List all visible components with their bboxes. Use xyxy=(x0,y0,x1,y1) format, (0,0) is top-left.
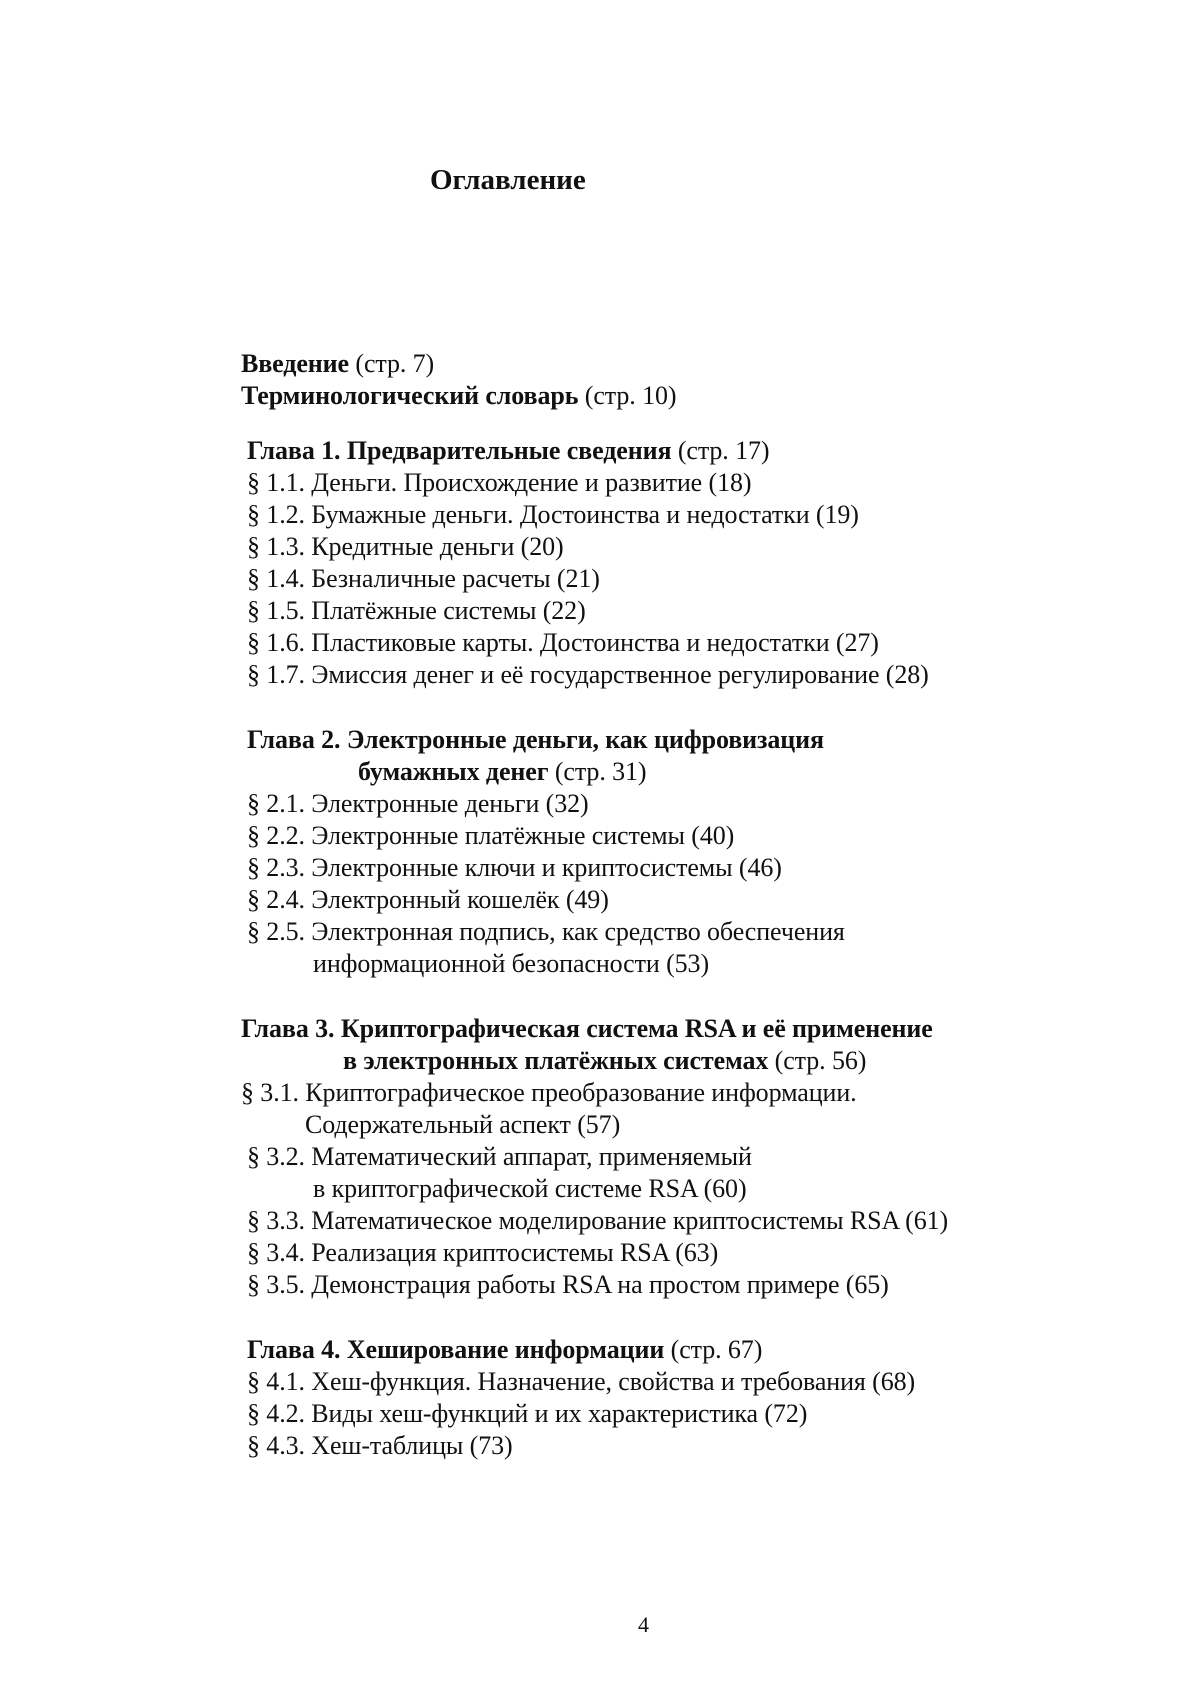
section-entry-continued: в криптографической системе RSA (60) xyxy=(313,1174,747,1203)
page-title: Оглавление xyxy=(430,164,586,196)
section-entry: § 2.2. Электронные платёжные системы (40) xyxy=(247,821,735,850)
entry-page: (стр. 7) xyxy=(348,349,435,378)
chapter-2-heading-continued xyxy=(358,757,647,787)
chapter-page: (стр. 67) xyxy=(664,1335,763,1364)
chapter-page: (стр. 17) xyxy=(671,436,770,465)
toc-entry-introduction xyxy=(241,349,434,379)
section-entry-continued: Содержательный аспект (57) xyxy=(305,1110,621,1139)
section-entry: § 2.3. Электронные ключи и криптосистемы (46) xyxy=(247,853,782,882)
section-entry-continued: информационной безопасности (53) xyxy=(313,949,710,978)
section-entry: § 3.5. Демонстрация работы RSA на простом примере (65) xyxy=(247,1270,889,1299)
section-entry: § 4.2. Виды хеш-функций и их характеристика (72) xyxy=(247,1399,808,1428)
section-entry: § 3.2. Математический аппарат, применяемый xyxy=(247,1142,752,1171)
section-entry: § 3.1. Криптографическое преобразование информации. xyxy=(241,1078,857,1107)
chapter-title: Глава 1. Предварительные сведения xyxy=(247,436,672,465)
chapter-title: бумажных денег xyxy=(358,757,549,786)
section-entry: § 3.4. Реализация криптосистемы RSA (63) xyxy=(247,1238,719,1267)
page-number: 4 xyxy=(638,1612,649,1637)
entry-title: Терминологический словарь xyxy=(241,381,579,410)
entry-title: Введение xyxy=(241,349,349,378)
section-entry: § 1.7. Эмиссия денег и её государственное регулирование (28) xyxy=(247,660,929,689)
chapter-title: Глава 4. Хеширование информации xyxy=(247,1335,665,1364)
section-entry: § 4.1. Хеш-функция. Назначение, свойства и требования (68) xyxy=(247,1367,916,1396)
chapter-3-heading: Глава 3. Криптографическая система RSA и её применение xyxy=(241,1014,933,1043)
chapter-3-heading-continued xyxy=(343,1046,866,1076)
section-entry: § 4.3. Хеш-таблицы (73) xyxy=(247,1431,513,1460)
chapter-4-heading xyxy=(247,1335,762,1365)
section-entry: § 3.3. Математическое моделирование криптосистемы RSA (61) xyxy=(247,1206,949,1235)
chapter-title: в электронных платёжных системах xyxy=(343,1046,769,1075)
chapter-1-heading xyxy=(247,436,769,466)
entry-page: (стр. 10) xyxy=(578,381,677,410)
section-entry: § 2.1. Электронные деньги (32) xyxy=(247,789,589,818)
toc-entry-glossary xyxy=(241,381,676,411)
section-entry: § 1.3. Кредитные деньги (20) xyxy=(247,532,564,561)
section-entry: § 1.1. Деньги. Происхождение и развитие (18) xyxy=(247,468,752,497)
chapter-page: (стр. 31) xyxy=(548,757,647,786)
section-entry: § 2.5. Электронная подпись, как средство обеспечения xyxy=(247,917,845,946)
chapter-2-heading: Глава 2. Электронные деньги, как цифровизация xyxy=(247,725,825,754)
section-entry: § 1.2. Бумажные деньги. Достоинства и недостатки (19) xyxy=(247,500,859,529)
chapter-page: (стр. 56) xyxy=(768,1046,867,1075)
section-entry: § 1.6. Пластиковые карты. Достоинства и недостатки (27) xyxy=(247,628,879,657)
section-entry: § 2.4. Электронный кошелёк (49) xyxy=(247,885,609,914)
section-entry: § 1.5. Платёжные системы (22) xyxy=(247,596,586,625)
section-entry: § 1.4. Безналичные расчеты (21) xyxy=(247,564,600,593)
